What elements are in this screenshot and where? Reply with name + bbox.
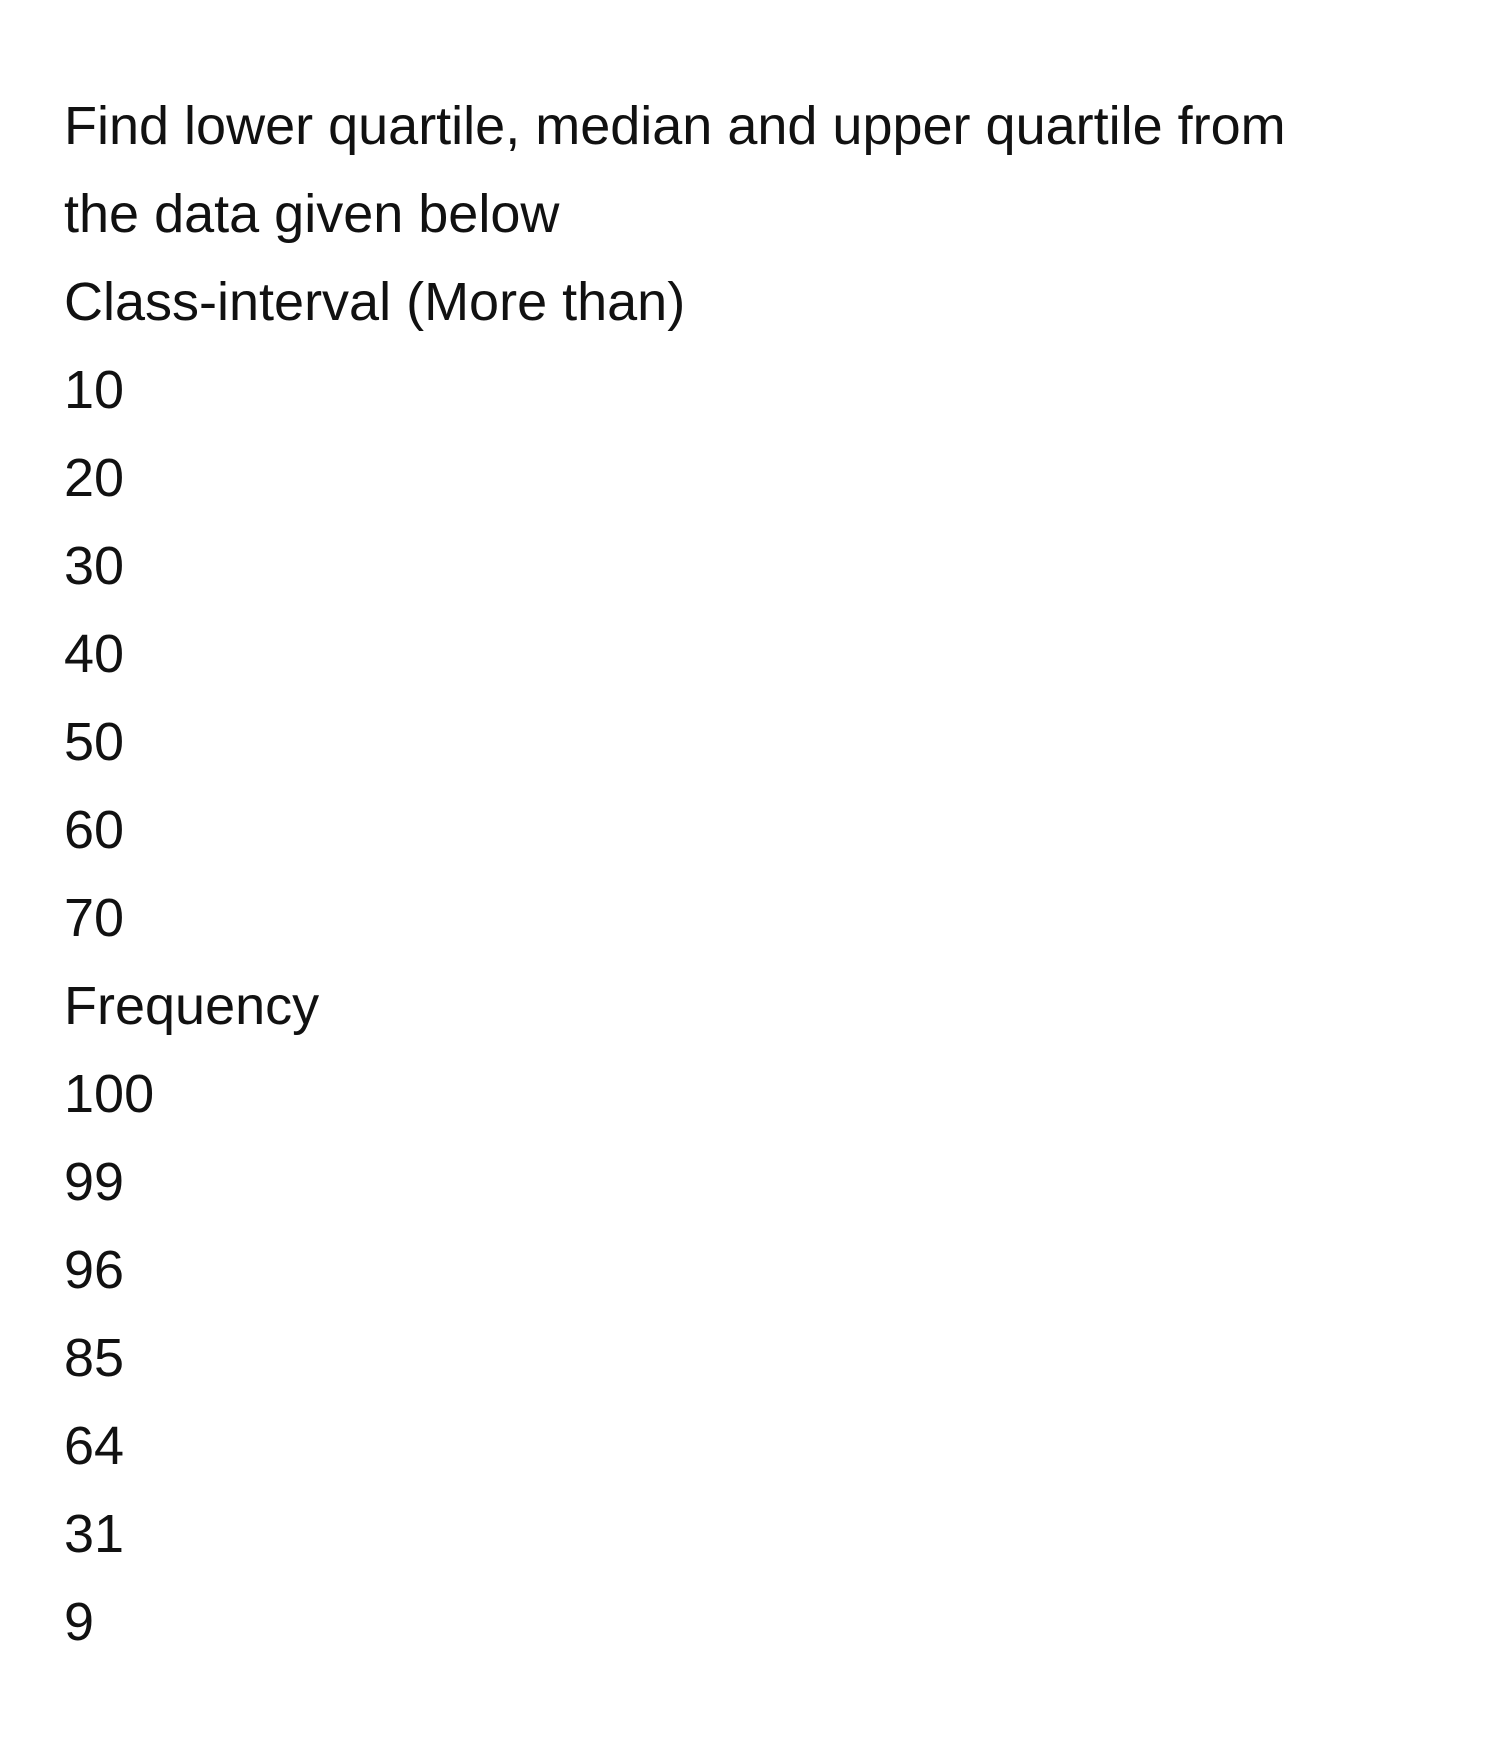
- class-interval-value: 50: [64, 712, 125, 772]
- question-text: [64, 82, 1444, 258]
- frequency-value: 96: [64, 1240, 125, 1300]
- class-interval-list: [64, 346, 1444, 962]
- frequency-value: 64: [64, 1416, 125, 1476]
- class-interval-value: 40: [64, 624, 125, 684]
- frequency-value: 9: [64, 1592, 95, 1652]
- class-interval-value: 20: [64, 448, 125, 508]
- frequency-value: 85: [64, 1328, 125, 1388]
- frequency-list: [64, 1050, 1444, 1666]
- class-interval-header: Class-interval (More than): [64, 272, 686, 332]
- class-interval-value: 10: [64, 360, 125, 420]
- question-line-2: the data given below: [64, 184, 560, 244]
- frequency-value: 100: [64, 1064, 155, 1124]
- frequency-value: 31: [64, 1504, 125, 1564]
- class-interval-value: 60: [64, 800, 125, 860]
- class-interval-value: 70: [64, 888, 125, 948]
- question-line-1: Find lower quartile, median and upper quartile from: [64, 96, 1286, 156]
- document-body: [64, 82, 1444, 1666]
- class-interval-value: 30: [64, 536, 125, 596]
- frequency-value: 99: [64, 1152, 125, 1212]
- frequency-header: Frequency: [64, 976, 320, 1036]
